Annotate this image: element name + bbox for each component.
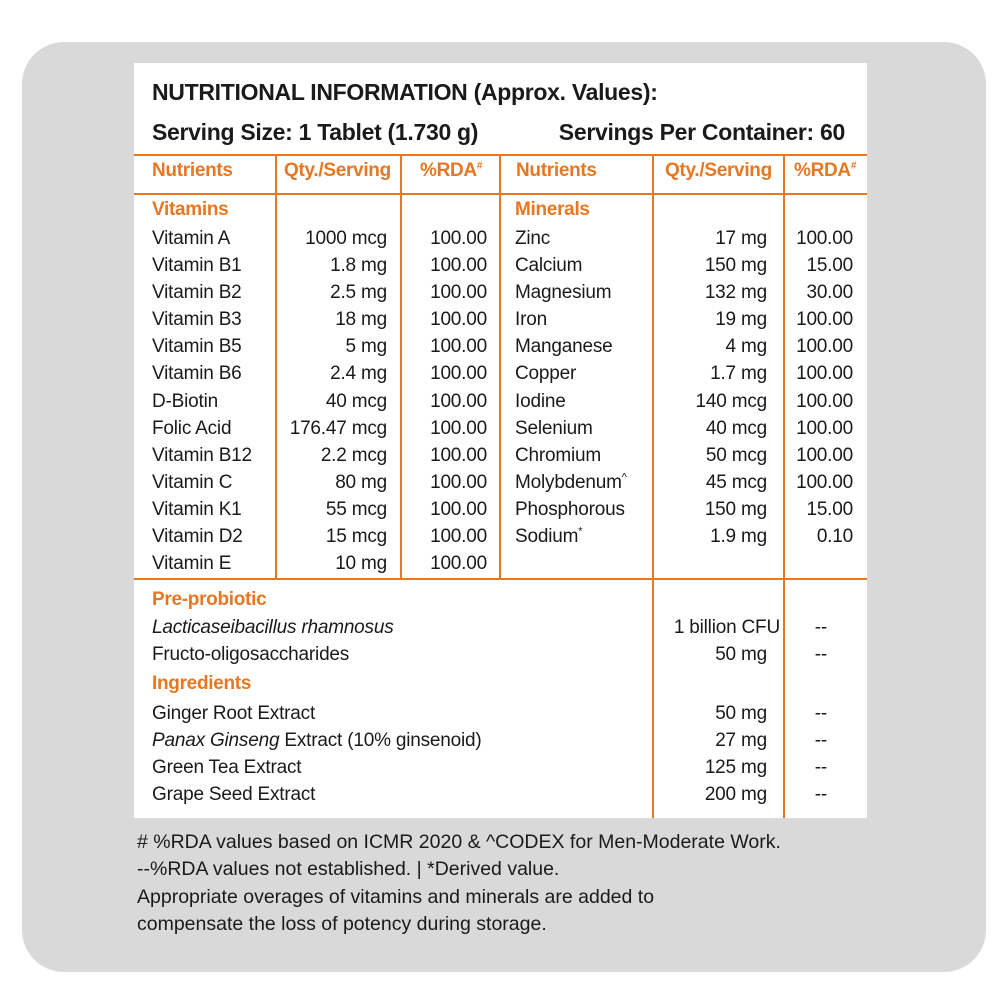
nutrient-qty: 1.8 mg: [330, 255, 387, 277]
nutrient-name: Vitamin D2: [152, 526, 243, 548]
nutrient-row: [499, 469, 867, 496]
nutrient-name: Folic Acid: [152, 417, 232, 439]
nutrient-row: [134, 700, 867, 727]
nutrient-name: Magnesium: [515, 282, 612, 304]
footnote-rda-basis: # %RDA values based on ICMR 2020 & ^CODEX for Men-Moderate Work.: [137, 831, 781, 853]
nutrient-rda: 100.00: [796, 417, 853, 439]
nutrient-qty: 1 billion CFU: [673, 617, 780, 638]
footnote-overages: Appropriate overages of vitamins and minerals are added to: [137, 886, 655, 908]
nutrient-qty: 2.4 mg: [330, 363, 387, 385]
nutrient-rda: 100.00: [430, 471, 487, 493]
nutrient-row: [499, 306, 867, 333]
nutrient-name: Manganese: [515, 336, 613, 358]
nutrient-rda: 100.00: [430, 363, 487, 385]
nutrient-row: [134, 496, 499, 523]
nutrient-qty: 140 mcg: [695, 390, 767, 412]
nutrient-name: Phosphorous: [515, 498, 625, 520]
nutrient-qty: 132 mg: [704, 282, 767, 304]
nutrient-rda: 15.00: [806, 498, 853, 520]
nutrient-row: [499, 496, 867, 523]
vitamins-section-label: Vitamins: [152, 199, 229, 220]
nutrient-name: Vitamin B2: [152, 282, 242, 304]
nutrient-rda: 100.00: [796, 228, 853, 249]
footnote-overages-cont: compensate the loss of potency during storage.: [137, 913, 547, 935]
nutrient-name: Molybdenum^: [515, 471, 627, 493]
nutrient-qty: 1.7 mg: [710, 363, 767, 385]
nutrient-rda: --: [814, 730, 827, 752]
header-nutrients: Nutrients: [516, 160, 597, 181]
nutrient-name: Lacticaseibacillus rhamnosus: [152, 617, 394, 638]
nutrient-qty: 45 mcg: [705, 471, 767, 493]
nutrient-rda: 100.00: [796, 444, 853, 466]
minerals-section-label: Minerals: [515, 199, 590, 220]
nutrient-name: Fructo-oligosaccharides: [152, 644, 350, 666]
nutrient-name: D-Biotin: [152, 390, 218, 412]
nutrient-qty: 150 mg: [704, 255, 767, 277]
nutrient-rda: 100.00: [430, 526, 487, 548]
nutrient-qty: 150 mg: [704, 498, 767, 520]
nutrient-row: [134, 279, 499, 306]
nutrient-row: [499, 333, 867, 360]
nutrient-name: Iron: [515, 309, 547, 331]
nutrient-qty: 2.2 mcg: [320, 444, 387, 466]
nutrient-name: Vitamin B12: [152, 444, 252, 466]
nutrient-rda: --: [814, 703, 827, 724]
nutrient-rda: 100.00: [796, 390, 853, 412]
nutrient-row: [134, 360, 499, 387]
ingredients-section-label: Ingredients: [152, 673, 252, 694]
nutrient-row: [134, 614, 867, 641]
nutrient-row: [499, 252, 867, 279]
nutrient-name: Grape Seed Extract: [152, 784, 316, 806]
minerals-list: [499, 225, 867, 550]
nutrient-row: [134, 550, 499, 577]
nutrient-row: [134, 388, 499, 415]
servings-per-container: Servings Per Container: 60: [558, 119, 845, 145]
nutrient-qty: 1000 mcg: [305, 228, 387, 249]
serving-size: Serving Size: 1 Tablet (1.730 g): [152, 119, 479, 145]
nutrient-name: Zinc: [515, 228, 551, 249]
nutrient-name: Vitamin A: [152, 228, 231, 249]
nutrient-name: Ginger Root Extract: [152, 703, 316, 724]
nutrient-qty: 5 mg: [345, 336, 387, 358]
nutrient-rda: --: [814, 784, 827, 806]
preprobiotic-section-label: Pre-probiotic: [152, 589, 267, 610]
footnote-not-established: --%RDA values not established. | *Derived value.: [137, 858, 560, 880]
nutrient-row: [499, 279, 867, 306]
nutrient-rda: 100.00: [796, 471, 853, 493]
nutrient-rda: 100.00: [796, 309, 853, 331]
nutrient-row: [134, 333, 499, 360]
nutrient-rda: 100.00: [430, 228, 487, 249]
nutrient-qty: 4 mg: [725, 336, 767, 358]
nutrient-row: [499, 360, 867, 387]
nutrient-qty: 50 mg: [715, 703, 767, 724]
nutrient-name: Copper: [515, 363, 577, 385]
preprobiotic-list: [134, 614, 867, 668]
nutrient-rda: 100.00: [430, 444, 487, 466]
nutrient-qty: 17 mg: [715, 228, 767, 249]
nutrient-rda: 100.00: [430, 336, 487, 358]
nutrient-qty: 50 mcg: [705, 444, 767, 466]
nutrient-qty: 2.5 mg: [330, 282, 387, 304]
nutrition-facts-card: [134, 63, 867, 818]
nutrient-name: Vitamin B5: [152, 336, 242, 358]
nutrient-name: Vitamin E: [152, 553, 232, 575]
nutrient-name: Vitamin K1: [152, 498, 242, 520]
section-divider-rule: [134, 578, 867, 580]
nutrient-rda: 100.00: [430, 498, 487, 520]
nutrient-qty: 27 mg: [715, 730, 767, 752]
nutrient-qty: 1.9 mg: [710, 526, 767, 548]
nutrient-rda: 100.00: [796, 363, 853, 385]
nutrition-title: NUTRITIONAL INFORMATION (Approx. Values):: [152, 79, 658, 105]
nutrient-rda: 100.00: [430, 417, 487, 439]
nutrient-row: [134, 523, 499, 550]
header-rda: %RDA#: [420, 160, 483, 181]
nutrient-name: Calcium: [515, 255, 583, 277]
nutrient-qty: 176.47 mcg: [289, 417, 387, 439]
nutrient-qty: 18 mg: [335, 309, 387, 331]
nutrient-rda: 100.00: [796, 336, 853, 358]
nutrient-rda: 100.00: [430, 309, 487, 331]
nutrient-qty: 125 mg: [704, 757, 767, 779]
nutrient-qty: 55 mcg: [325, 498, 387, 520]
nutrient-row: [134, 415, 499, 442]
nutrient-rda: --: [814, 617, 827, 638]
header-nutrients: Nutrients: [152, 160, 233, 181]
nutrient-name: Iodine: [515, 390, 566, 412]
nutrient-name: Vitamin B1: [152, 255, 242, 277]
nutrient-rda: 100.00: [430, 282, 487, 304]
nutrient-name: Panax Ginseng Extract (10% ginsenoid): [152, 730, 482, 752]
ingredients-list: [134, 700, 867, 808]
nutrient-row: [134, 727, 867, 754]
nutrient-row: [134, 442, 499, 469]
nutrient-rda: 30.00: [806, 282, 853, 304]
nutrient-qty: 10 mg: [335, 553, 387, 575]
nutrient-name: Vitamin C: [152, 471, 233, 493]
nutrient-row: [499, 225, 867, 252]
header-qty-serving: Qty./Serving: [284, 160, 391, 181]
nutrient-name: Green Tea Extract: [152, 757, 302, 779]
nutrient-rda: 15.00: [806, 255, 853, 277]
header-qty-serving: Qty./Serving: [665, 160, 772, 181]
nutrient-qty: 50 mg: [715, 644, 767, 666]
nutrient-rda: --: [814, 644, 827, 666]
nutrient-qty: 15 mcg: [325, 526, 387, 548]
nutrient-row: [134, 754, 867, 781]
nutrient-rda: 0.10: [816, 526, 853, 548]
nutrient-rda: --: [814, 757, 827, 779]
nutrient-qty: 40 mcg: [705, 417, 767, 439]
vitamins-list: [134, 225, 499, 577]
nutrient-row: [499, 388, 867, 415]
nutrient-name: Vitamin B3: [152, 309, 242, 331]
nutrient-row: [134, 306, 499, 333]
nutrient-qty: 200 mg: [704, 784, 767, 806]
nutrient-name: Sodium*: [515, 525, 583, 548]
nutrient-name: Selenium: [515, 417, 593, 439]
nutrient-row: [134, 641, 867, 668]
nutrient-qty: 19 mg: [715, 309, 767, 331]
nutrient-row: [134, 225, 499, 252]
nutrient-name: Chromium: [515, 444, 602, 466]
nutrient-row: [134, 781, 867, 808]
nutrient-qty: 40 mcg: [325, 390, 387, 412]
nutrient-rda: 100.00: [430, 553, 487, 575]
nutrient-row: [499, 442, 867, 469]
nutrient-rda: 100.00: [430, 390, 487, 412]
nutrient-rda: 100.00: [430, 255, 487, 277]
nutrient-name: Vitamin B6: [152, 363, 242, 385]
nutrient-row: [134, 469, 499, 496]
nutrient-row: [134, 252, 499, 279]
nutrient-row: [499, 415, 867, 442]
header-rda: %RDA#: [794, 160, 857, 181]
nutrient-row: [499, 523, 867, 550]
nutrient-qty: 80 mg: [335, 471, 387, 493]
